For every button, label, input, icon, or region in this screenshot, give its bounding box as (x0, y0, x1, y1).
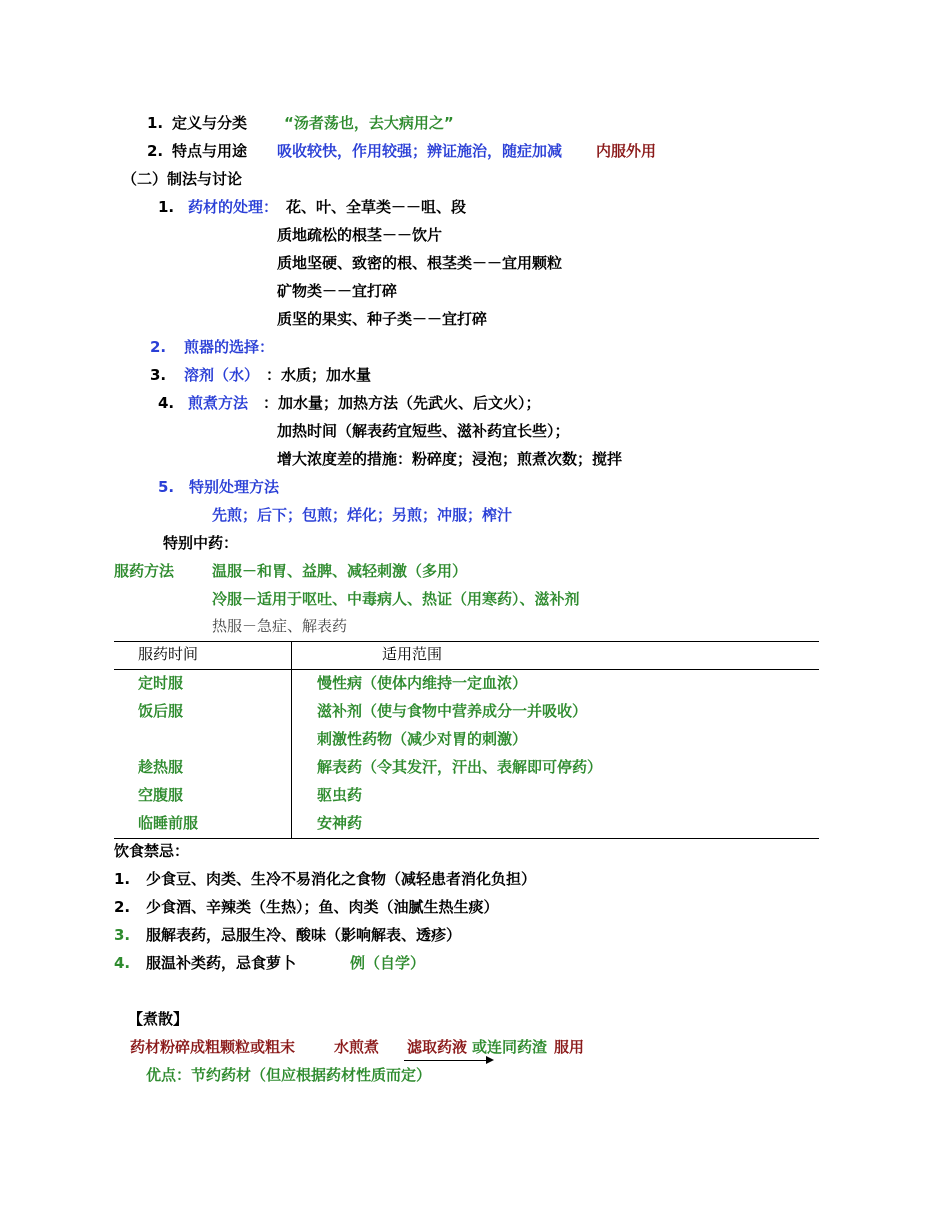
m3-rest: ：水质；加水量 (266, 366, 372, 384)
m4-line1: ：加水量；加热方法（先武火、后文火）； (263, 394, 541, 412)
m5-num: 5. (158, 478, 175, 496)
m4-line2: 加热时间（解表药宜短些、滋补药宜长些）； (277, 422, 570, 440)
zhusan-step-4: 或连同药渣 (472, 1038, 548, 1056)
diet-item-2-num: 2. (114, 898, 131, 916)
m1-line4: 矿物类－－宜打碎 (277, 282, 398, 300)
table-row-0-scope: 慢性病（使体内维持一定血浓） (317, 674, 528, 692)
table-row-0-time: 定时服 (138, 674, 184, 692)
admin-warm: 温服－和胃、益脾、减轻刺激（多用） (212, 562, 468, 580)
diet-title: 饮食禁忌： (114, 842, 190, 860)
m1-line1: 花、叶、全草类－－咀、段 (286, 198, 467, 216)
s2-num: 2. (147, 142, 164, 160)
table-row-5-time: 临睡前服 (138, 814, 199, 832)
table-row-2-scope: 刺激性药物（减少对胃的刺激） (317, 730, 528, 748)
table-bottom-rule (114, 838, 819, 839)
m2-label: 煎器的选择： (184, 338, 275, 356)
m2-num: 2. (150, 338, 167, 356)
table-row-3-time: 趁热服 (138, 758, 184, 776)
diet-item-4-num: 4. (114, 954, 131, 972)
special-label: 特别中药： (163, 534, 239, 552)
m1-num: 1. (158, 198, 175, 216)
s2-label: 特点与用途 (172, 142, 248, 160)
table-header-scope: 适用范围 (382, 645, 443, 663)
diet-item-4-note: 例（自学） (350, 954, 426, 972)
m1-line2: 质地疏松的根茎－－饮片 (277, 226, 443, 244)
s1-num: 1. (147, 114, 164, 132)
table-header-time: 服药时间 (138, 645, 199, 663)
s2-desc: 吸收较快，作用较强；辨证施治，随症加减 (277, 142, 563, 160)
m5-label: 特别处理方法 (189, 478, 280, 496)
s1-quote: “汤者荡也，去大病用之” (284, 114, 454, 132)
admin-cold: 冷服－适用于呕吐、中毒病人、热证（用寒药）、滋补剂 (212, 590, 580, 608)
zhusan-step-2: 水煎煮 (334, 1038, 380, 1056)
m1-label: 药材的处理： (188, 198, 279, 216)
table-row-3-scope: 解表药（令其发汗，汗出、表解即可停药） (317, 758, 603, 776)
zhusan-title: 【煮散】 (128, 1010, 189, 1028)
m4-label: 煎煮方法 (188, 394, 249, 412)
m3-label: 溶剂（水） (184, 366, 260, 384)
m3-num: 3. (150, 366, 167, 384)
table-column-divider (291, 641, 292, 838)
diet-item-3-num: 3. (114, 926, 131, 944)
section-title-2: （二）制法与讨论 (122, 170, 243, 188)
m4-line3: 增大浓度差的措施：粉碎度；浸泡；煎煮次数；搅拌 (277, 450, 623, 468)
zhusan-advantage: 优点：节约药材（但应根据药材性质而定） (146, 1066, 432, 1084)
diet-item-2-text: 少食酒、辛辣类（生热）；鱼、肉类（油腻生热生痰） (146, 898, 499, 916)
admin-hot: 热服－急症、解表药 (212, 617, 348, 635)
admin-label: 服药方法 (114, 562, 175, 580)
m5-list: 先煎；后下；包煎；烊化；另煎；冲服；榨汁 (212, 506, 513, 524)
m4-num: 4. (158, 394, 175, 412)
table-row-5-scope: 安神药 (317, 814, 363, 832)
diet-item-4-text: 服温补类药，忌食萝卜 (146, 954, 297, 972)
table-row-1-time: 饭后服 (138, 702, 184, 720)
zhusan-step-1: 药材粉碎成粗颗粒或粗末 (130, 1038, 296, 1056)
zhusan-step-5: 服用 (554, 1038, 585, 1056)
table-top-rule (114, 641, 819, 642)
process-arrow (404, 1060, 492, 1061)
diet-item-3-text: 服解表药，忌服生冷、酸味（影响解表、透疹） (146, 926, 462, 944)
table-row-4-scope: 驱虫药 (317, 786, 363, 804)
s2-extra: 内服外用 (596, 142, 657, 160)
m1-line3: 质地坚硬、致密的根、根茎类－－宜用颗粒 (277, 254, 563, 272)
diet-item-1-num: 1. (114, 870, 131, 888)
diet-item-1-text: 少食豆、肉类、生冷不易消化之食物（减轻患者消化负担） (146, 870, 537, 888)
m1-line5: 质坚的果实、种子类－－宜打碎 (277, 310, 488, 328)
table-header-rule (114, 669, 819, 670)
zhusan-step-3: 滤取药液 (407, 1038, 468, 1056)
table-row-1-scope: 滋补剂（使与食物中营养成分一并吸收） (317, 702, 588, 720)
s1-label: 定义与分类 (172, 114, 248, 132)
table-row-4-time: 空腹服 (138, 786, 184, 804)
